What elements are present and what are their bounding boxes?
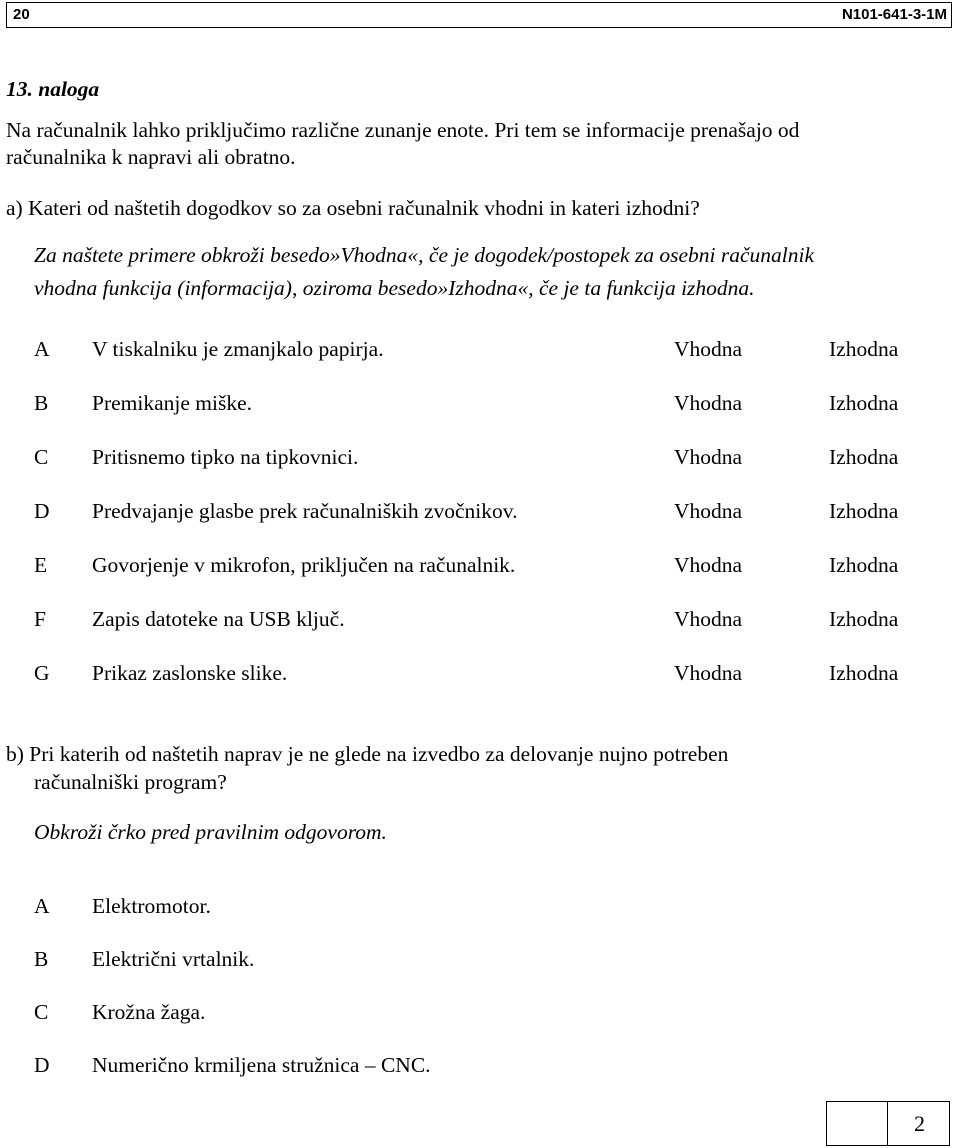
- option-letter[interactable]: C: [34, 1000, 49, 1024]
- row-letter: G: [34, 661, 50, 685]
- option-vhodna[interactable]: Vhodna: [674, 553, 743, 577]
- row-letter: B: [34, 391, 49, 415]
- page-number: 20: [13, 6, 30, 23]
- option-letter[interactable]: D: [34, 1053, 50, 1077]
- option-vhodna[interactable]: Vhodna: [674, 337, 743, 361]
- document-code: N101-641-3-1M: [841, 6, 947, 23]
- row-text: Premikanje miške.: [92, 391, 253, 415]
- option-izhodna[interactable]: Izhodna: [829, 391, 899, 415]
- option-text: Krožna žaga.: [92, 1000, 206, 1024]
- option-izhodna[interactable]: Izhodna: [829, 499, 899, 523]
- row-text: Predvajanje glasbe prek računalniških zvočnikov.: [92, 499, 518, 523]
- task-title: 13. naloga: [6, 77, 100, 101]
- option-izhodna[interactable]: Izhodna: [829, 337, 899, 361]
- score-box: [826, 1101, 950, 1146]
- row-text: Zapis datoteke na USB ključ.: [92, 607, 345, 631]
- row-text: Govorjenje v mikrofon, priključen na računalnik.: [92, 553, 516, 577]
- option-text: Električni vrtalnik.: [92, 947, 255, 971]
- option-izhodna[interactable]: Izhodna: [829, 607, 899, 631]
- row-text: Prikaz zaslonske slike.: [92, 661, 288, 685]
- row-text: Pritisnemo tipko na tipkovnici.: [92, 445, 359, 469]
- option-text: Elektromotor.: [92, 894, 211, 918]
- option-izhodna[interactable]: Izhodna: [829, 661, 899, 685]
- row-letter: C: [34, 445, 49, 469]
- option-vhodna[interactable]: Vhodna: [674, 391, 743, 415]
- page-header: [6, 2, 952, 28]
- part-b-question-2: računalniški program?: [34, 770, 227, 794]
- part-b-instruction: Obkroži črko pred pravilnim odgovorom.: [34, 820, 387, 844]
- option-vhodna[interactable]: Vhodna: [674, 499, 743, 523]
- option-letter[interactable]: B: [34, 947, 49, 971]
- row-text: V tiskalniku je zmanjkalo papirja.: [92, 337, 384, 361]
- option-vhodna[interactable]: Vhodna: [674, 607, 743, 631]
- row-letter: E: [34, 553, 48, 577]
- row-letter: A: [34, 337, 50, 361]
- part-a-instruction-2: vhodna funkcija (informacija), oziroma besedo»Izhodna«, če je ta funkcija izhodna.: [34, 276, 755, 300]
- score-value: 2: [887, 1102, 951, 1145]
- part-a-instruction-1: Za naštete primere obkroži besedo»Vhodna«, če je dogodek/postopek za osebni računalnik: [34, 243, 815, 267]
- part-a-question: a) Kateri od naštetih dogodkov so za osebni računalnik vhodni in kateri izhodni?: [6, 196, 700, 220]
- option-izhodna[interactable]: Izhodna: [829, 553, 899, 577]
- part-b-question-1: b) Pri katerih od naštetih naprav je ne glede na izvedbo za delovanje nujno potreben: [6, 742, 729, 766]
- option-vhodna[interactable]: Vhodna: [674, 661, 743, 685]
- intro-line-2: računalnika k napravi ali obratno.: [6, 145, 296, 169]
- option-izhodna[interactable]: Izhodna: [829, 445, 899, 469]
- option-letter[interactable]: A: [34, 894, 50, 918]
- option-text: Numerično krmiljena stružnica – CNC.: [92, 1053, 431, 1077]
- row-letter: F: [34, 607, 46, 631]
- option-vhodna[interactable]: Vhodna: [674, 445, 743, 469]
- row-letter: D: [34, 499, 50, 523]
- intro-line-1: Na računalnik lahko priključimo različne zunanje enote. Pri tem se informacije prenašajo od: [6, 118, 800, 142]
